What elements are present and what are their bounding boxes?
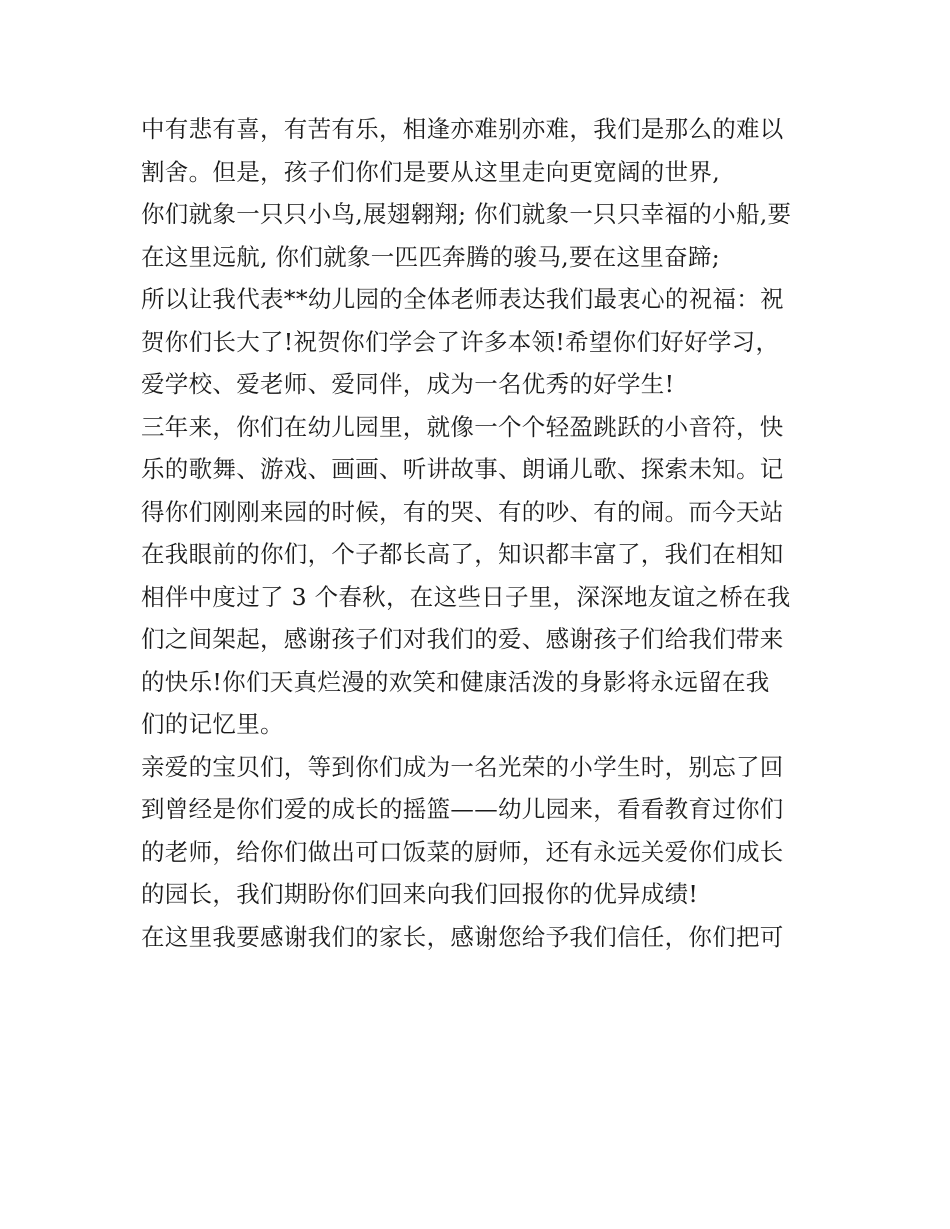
text-line: 的老师，给你们做出可口饭菜的厨师，还有永远关爱你们成长: [141, 837, 784, 866]
text-line: 的快乐!你们天真烂漫的欢笑和健康活泼的身影将永远留在我: [141, 667, 770, 696]
text-line: 得你们刚刚来园的时候，有的哭、有的吵、有的闹。而今天站: [141, 497, 784, 526]
text-line: 所以让我代表**幼儿园的全体老师表达我们最衷心的祝福：祝: [141, 285, 784, 313]
text-line: 贺你们长大了!祝贺你们学会了许多本领!希望你们好好学习，: [141, 327, 780, 356]
text-line: 乐的歌舞、游戏、画画、听讲故事、朗诵儿歌、探索未知。记: [141, 455, 784, 483]
text-line: 在我眼前的你们，个子都长高了，知识都丰富了，我们在相知: [141, 540, 784, 568]
text-line: 们的记忆里。: [141, 710, 284, 738]
text-line: 你们就象一只只小鸟,展翅翱翔; 你们就象一只只幸福的小船,要: [141, 200, 792, 228]
text-line: 到曾经是你们爱的成长的摇篮——幼儿园来，看看教育过你们: [141, 795, 784, 823]
text-line: 相伴中度过了 3 个春秋，在这些日子里，深深地友谊之桥在我: [141, 582, 791, 611]
text-line: 们之间架起，感谢孩子们对我们的爱、感谢孩子们给我们带来: [141, 625, 784, 653]
text-line: 三年来，你们在幼儿园里，就像一个个轻盈跳跃的小音符，快: [141, 412, 784, 441]
body-text: [141, 108, 816, 958]
text-line: 中有悲有喜，有苦有乐，相逢亦难别亦难，我们是那么的难以: [141, 115, 784, 143]
text-line: 的园长，我们期盼你们回来向我们回报你的优异成绩!: [141, 880, 699, 908]
text-line: 在这里远航, 你们就象一匹匹奔腾的骏马,要在这里奋蹄;: [141, 242, 720, 271]
text-line: 爱学校、爱老师、爱同伴，成为一名优秀的好学生!: [141, 370, 675, 398]
text-line: 割舍。但是，孩子们你们是要从这里走向更宽阔的世界,: [141, 157, 720, 186]
text-line: 在这里我要感谢我们的家长，感谢您给予我们信任，你们把可: [141, 922, 784, 951]
text-line: 亲爱的宝贝们，等到你们成为一名光荣的小学生时，别忘了回: [141, 752, 784, 781]
